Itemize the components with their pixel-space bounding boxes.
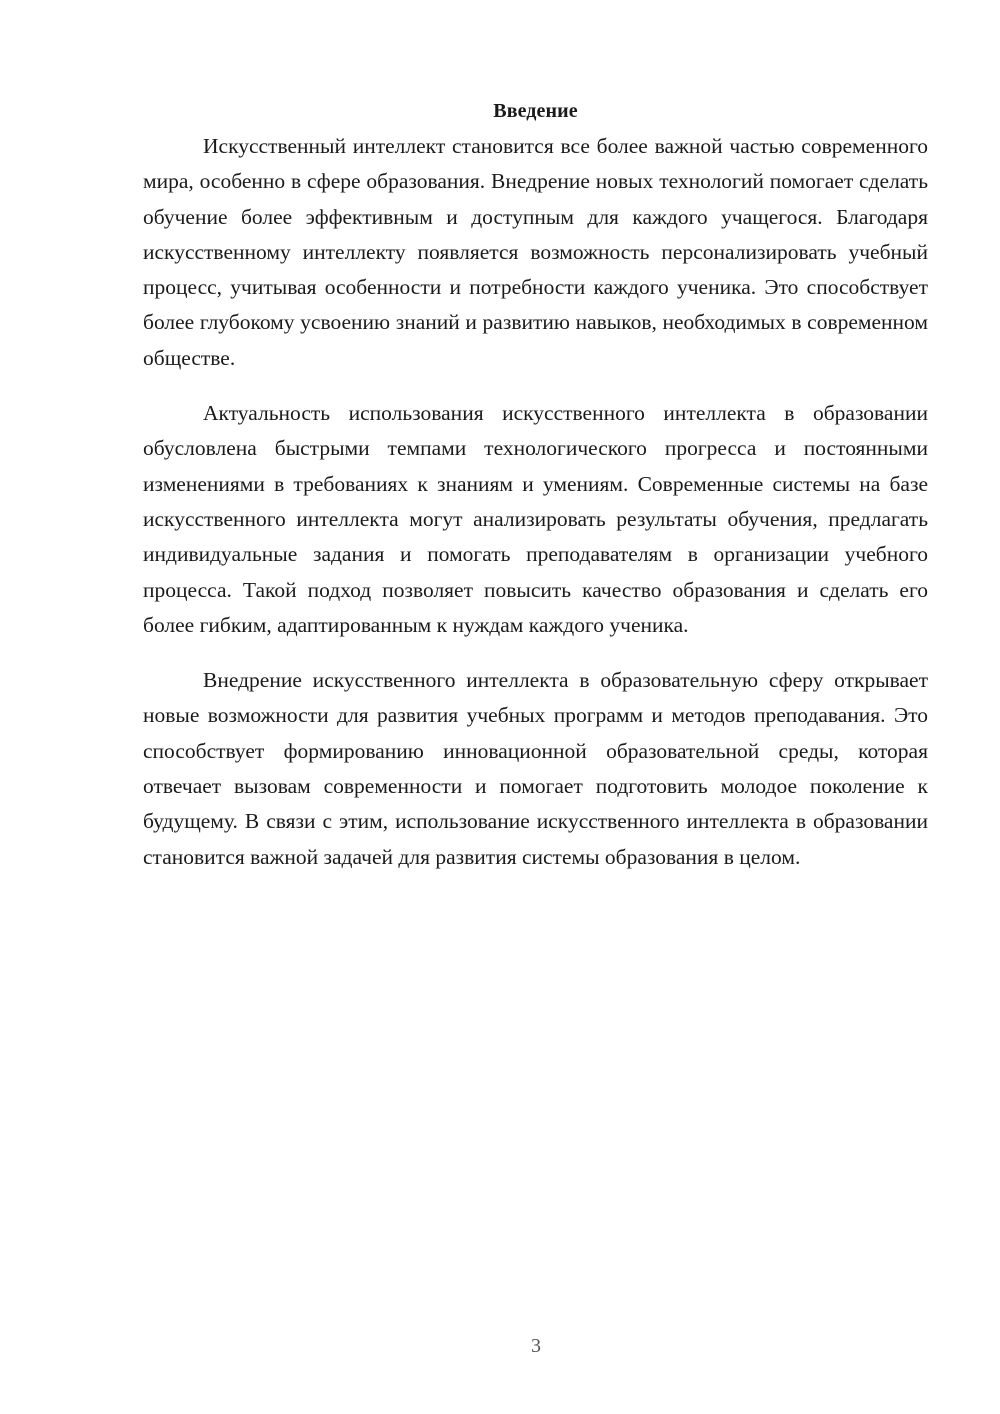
page-number: 3 [531,1335,541,1357]
page-content [143,96,928,895]
paragraph-1: Искусственный интеллект становится все более важной частью современного мира, особенно в сфере образования. Внедрение новых технологий помогает сделать обучение более эффективным и доступным для каждого учащегося. Благодаря искусственному интеллекту появляется возможность персонализировать учебный процесс, учитывая особенности и потребности каждого ученика. Это способствует более глубокому усвоению знаний и развитию навыков, необходимых в современном обществе. [143,134,928,370]
paragraph-3: Внедрение искусственного интеллекта в образовательную сферу открывает новые возможности для развития учебных программ и методов преподавания. Это способствует формированию инновационной образовательной среды, которая отвечает вызовам современности и помогает подготовить молодое поколение к будущему. В связи с этим, использование искусственного интеллекта в образовании становится важной задачей для развития системы образования в целом. [143,668,928,869]
section-heading: Введение [493,100,578,122]
paragraph-2: Актуальность использования искусственного интеллекта в образовании обусловлена быстрыми темпами технологического прогресса и постоянными изменениями в требованиях к знаниям и умениям. Современные системы на базе искусственного интеллекта могут анализировать результаты обучения, предлагать индивидуальные задания и помогать преподавателям в организации учебного процесса. Такой подход позволяет повысить качество образования и сделать его более гибким, адаптированным к нуждам каждого ученика. [143,401,928,637]
